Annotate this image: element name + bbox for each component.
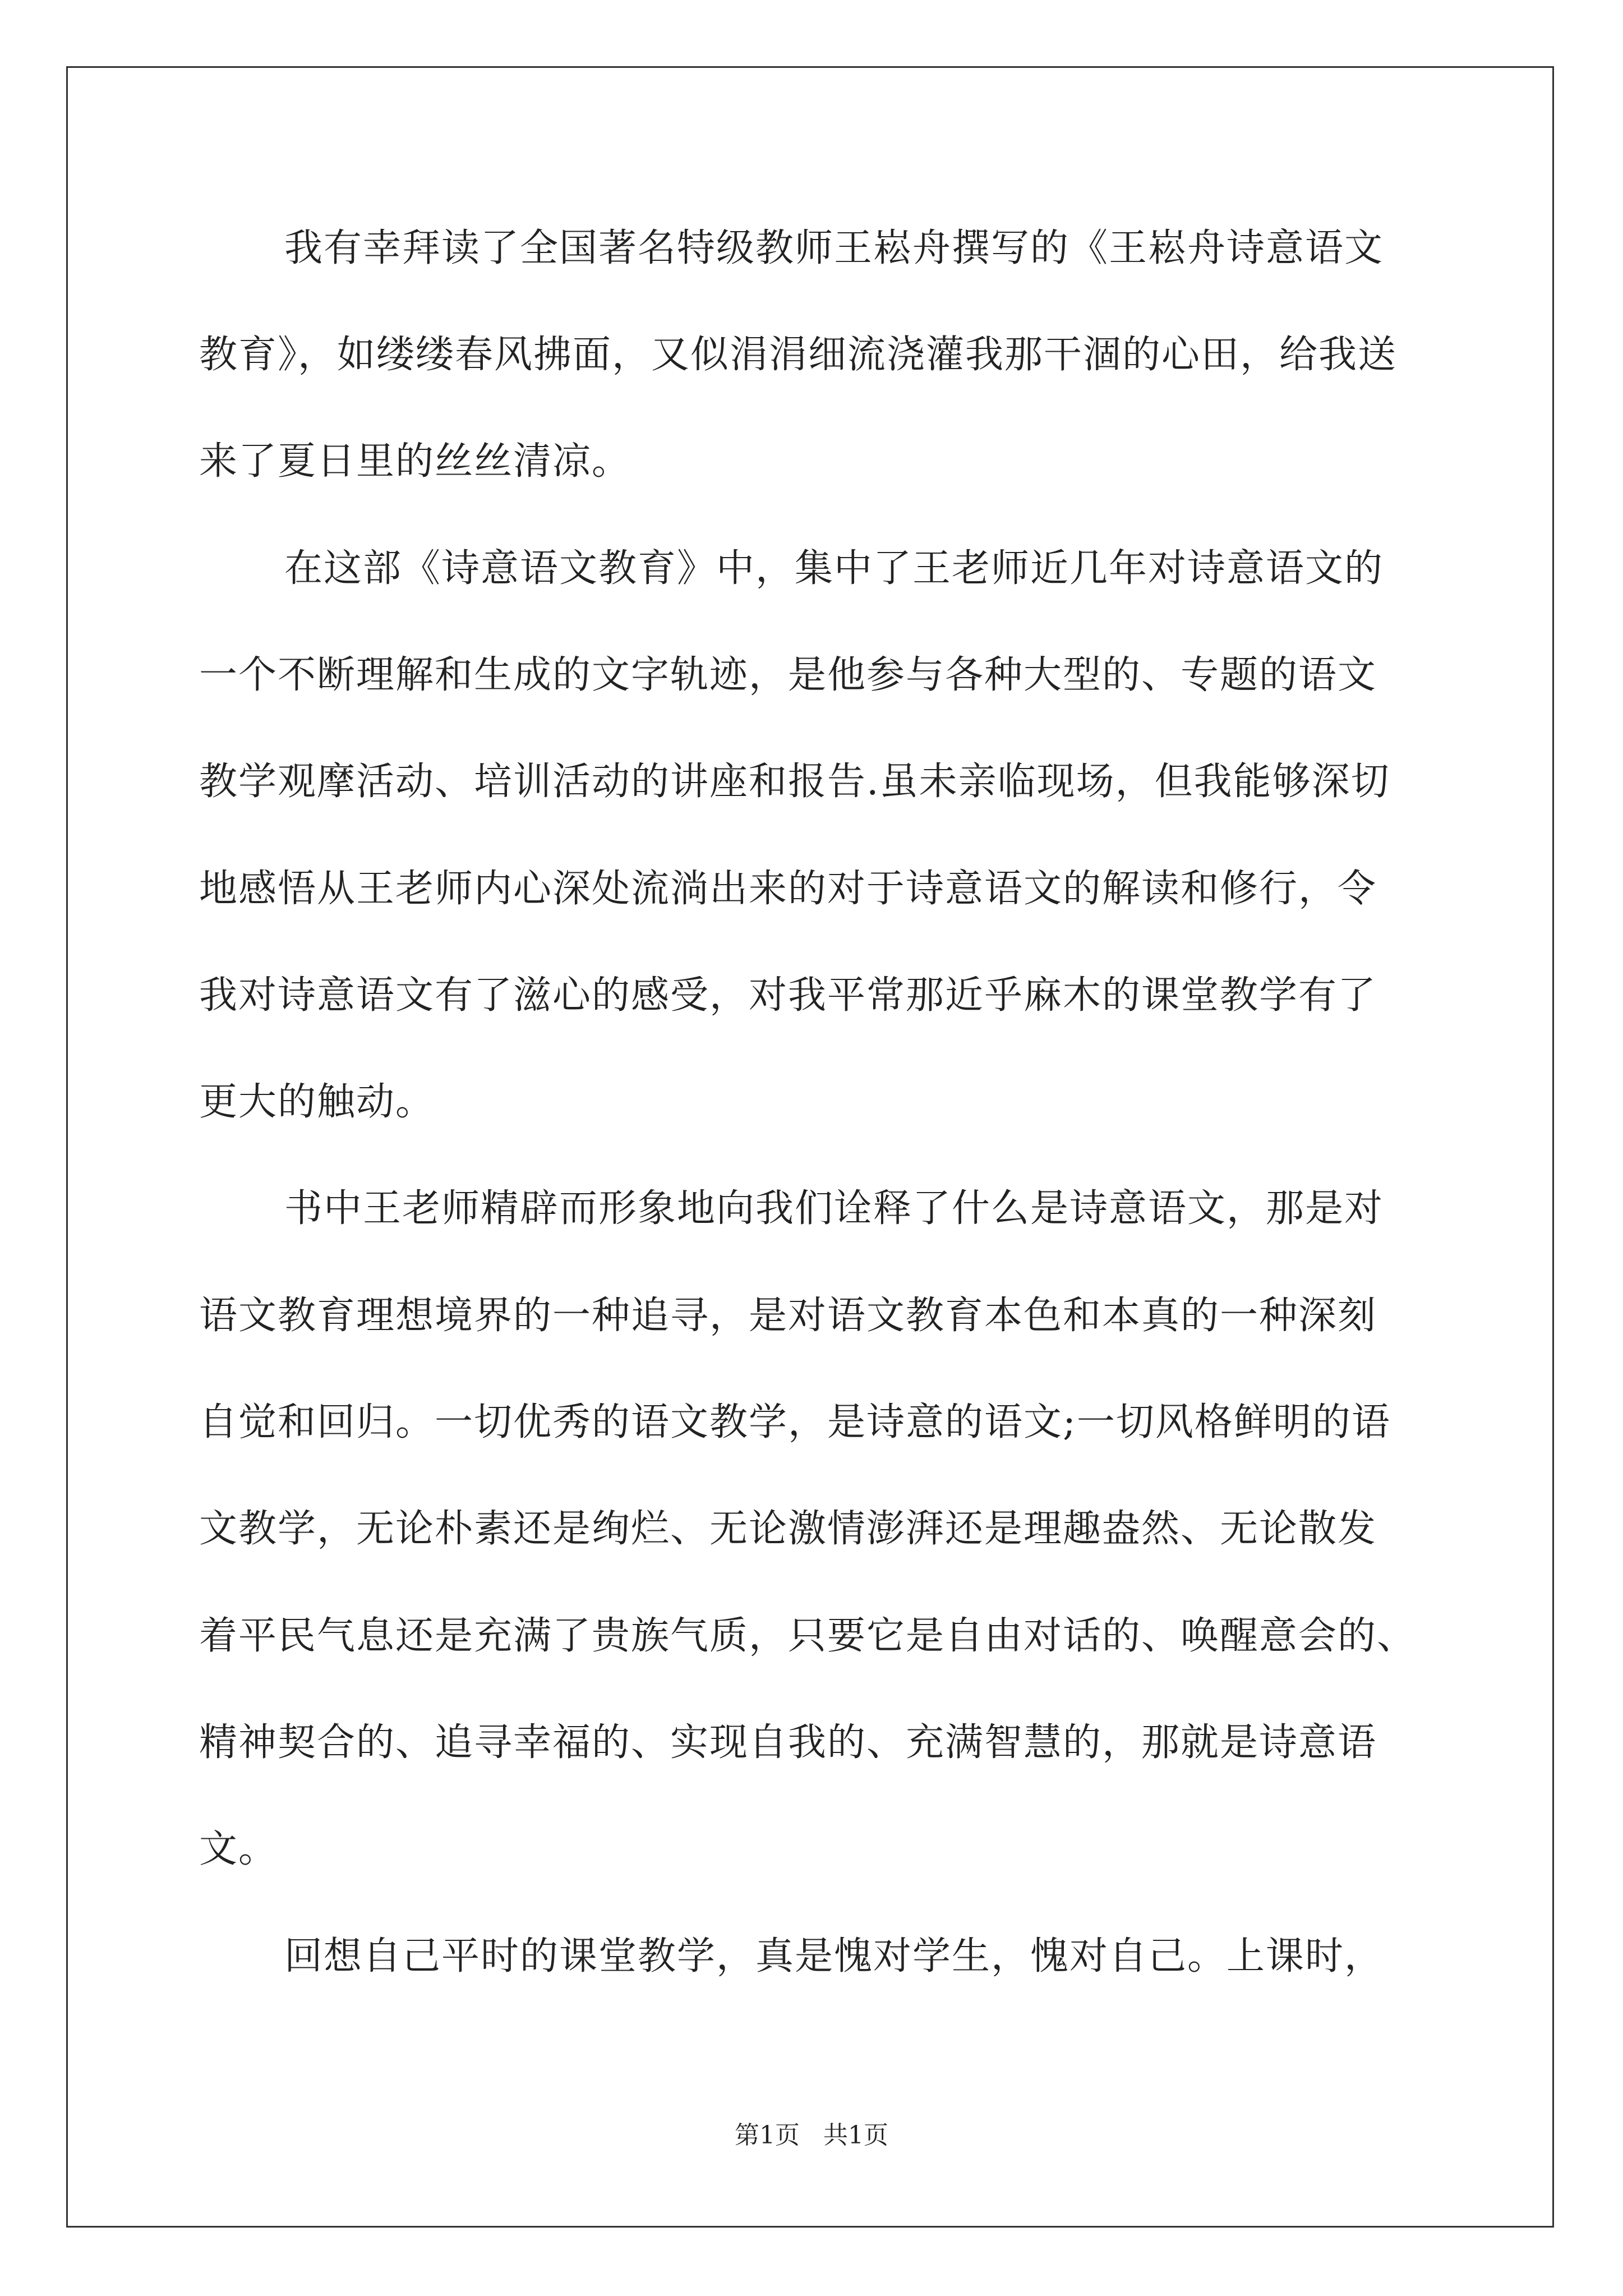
paragraph-1-line-1: 我有幸拜读了全国著名特级教师王崧舟撰写的《王崧舟诗意语文 bbox=[284, 226, 1384, 270]
page-number-footer: 第1页 共1页 bbox=[735, 2121, 888, 2150]
paragraph-2-line-1: 在这部《诗意语文教育》中，集中了王老师近几年对诗意语文的 bbox=[284, 546, 1384, 591]
paragraph-3-line-2: 语文教育理想境界的一种追寻，是对语文教育本色和本真的一种深刻 bbox=[199, 1294, 1377, 1338]
paragraph-2-line-4: 地感悟从王老师内心深处流淌出来的对于诗意语文的解读和修行，令 bbox=[199, 867, 1377, 911]
paragraph-2-line-6: 更大的触动。 bbox=[199, 1080, 435, 1124]
paragraph-2-line-5: 我对诗意语文有了滋心的感受，对我平常那近乎麻木的课堂教学有了 bbox=[199, 973, 1377, 1018]
paragraph-3-line-3: 自觉和回归。一切优秀的语文教学，是诗意的语文;一切风格鲜明的语 bbox=[199, 1400, 1391, 1444]
paragraph-3-line-5: 着平民气息还是充满了贵族气质，只要它是自由对话的、唤醒意会的、 bbox=[199, 1614, 1417, 1658]
paragraph-2-line-3: 教学观摩活动、培训活动的讲座和报告.虽未亲临现场，但我能够深切 bbox=[199, 760, 1390, 804]
paragraph-3-line-7: 文。 bbox=[199, 1827, 278, 1871]
paragraph-2-line-2: 一个不断理解和生成的文字轨迹，是他参与各种大型的、专题的语文 bbox=[199, 653, 1377, 697]
paragraph-3-line-4: 文教学，无论朴素还是绚烂、无论激情澎湃还是理趣盎然、无论散发 bbox=[199, 1507, 1377, 1551]
paragraph-1-line-3: 来了夏日里的丝丝清凉。 bbox=[199, 439, 631, 484]
paragraph-3-line-1: 书中王老师精辟而形象地向我们诠释了什么是诗意语文，那是对 bbox=[284, 1186, 1384, 1231]
paragraph-3-line-6: 精神契合的、追寻幸福的、实现自我的、充满智慧的，那就是诗意语 bbox=[199, 1720, 1377, 1765]
paragraph-1-line-2: 教育》，如缕缕春风拂面，又似涓涓细流浇灌我那干涸的心田，给我送 bbox=[199, 333, 1398, 377]
paragraph-4-line-1: 回想自己平时的课堂教学，真是愧对学生，愧对自己。上课时， bbox=[284, 1934, 1384, 1978]
